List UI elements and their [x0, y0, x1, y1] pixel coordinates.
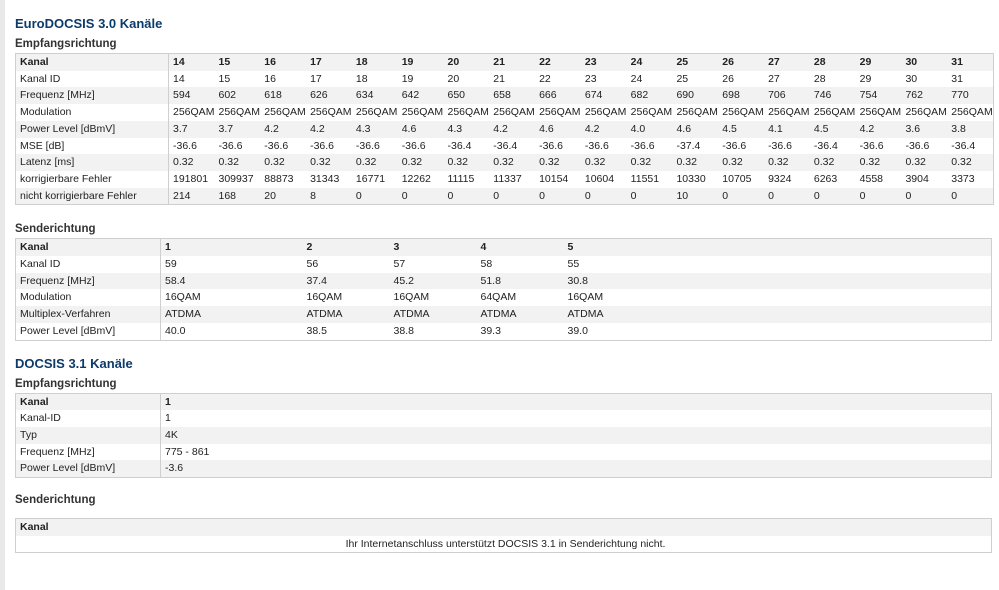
- table-cell: 1: [161, 239, 303, 256]
- table-cell: 0: [535, 188, 581, 205]
- table-cell: 19: [398, 54, 444, 71]
- table-cell: 168: [215, 188, 261, 205]
- table-cell: 3904: [901, 171, 947, 188]
- docsis31-upstream-table: [15, 518, 992, 553]
- table-cell: -3.6: [161, 460, 303, 477]
- table-cell: 19: [398, 71, 444, 88]
- table-cell: 4.6: [398, 121, 444, 138]
- table-cell: 4.1: [764, 121, 810, 138]
- eurodocsis30-upstream-table: [15, 238, 992, 340]
- table-cell: 256QAM: [810, 104, 856, 121]
- table-cell: 0: [947, 188, 993, 205]
- table-row: [16, 138, 994, 155]
- table-cell: 28: [810, 71, 856, 88]
- table-cell: -36.4: [443, 138, 489, 155]
- table-cell: 0: [489, 188, 535, 205]
- table-cell: 256QAM: [443, 104, 489, 121]
- table-cell: 30: [901, 71, 947, 88]
- table-cell: 618: [260, 87, 306, 104]
- table-cell-empty: [651, 256, 992, 273]
- table-cell-empty: [651, 306, 992, 323]
- table-cell: 0: [627, 188, 673, 205]
- row-label: Latenz [ms]: [16, 154, 169, 171]
- table-cell: 24: [627, 54, 673, 71]
- table-cell: 626: [306, 87, 352, 104]
- table-cell: 256QAM: [215, 104, 261, 121]
- table-cell: 0.32: [764, 154, 810, 171]
- table-cell: 23: [581, 54, 627, 71]
- table-cell: 59: [161, 256, 303, 273]
- table-row: [16, 104, 994, 121]
- table-cell: -36.6: [581, 138, 627, 155]
- table-cell: 29: [856, 54, 902, 71]
- table-cell: 0.32: [627, 154, 673, 171]
- table-cell: 16771: [352, 171, 398, 188]
- table-cell: -36.6: [169, 138, 215, 155]
- table-cell: -36.6: [764, 138, 810, 155]
- table-cell: 256QAM: [764, 104, 810, 121]
- table-cell: ATDMA: [303, 306, 390, 323]
- table-cell: 3.7: [169, 121, 215, 138]
- left-scroll-strip: [0, 0, 5, 590]
- table-cell: 26: [718, 71, 764, 88]
- table-cell: 17: [306, 54, 352, 71]
- docsis31-downstream-title: Empfangsrichtung: [15, 377, 117, 390]
- table-cell: 4.3: [443, 121, 489, 138]
- table-cell: 666: [535, 87, 581, 104]
- table-cell: 27: [764, 54, 810, 71]
- table-cell: 309937: [215, 171, 261, 188]
- row-label: Frequenz [MHz]: [16, 87, 169, 104]
- table-cell: 12262: [398, 171, 444, 188]
- table-cell: 256QAM: [489, 104, 535, 121]
- table-cell: 602: [215, 87, 261, 104]
- row-label: Frequenz [MHz]: [16, 444, 161, 461]
- table-cell: -36.6: [627, 138, 673, 155]
- table-cell: 27: [764, 71, 810, 88]
- table-cell: 214: [169, 188, 215, 205]
- table-cell: 4K: [161, 427, 303, 444]
- table-cell: 38.5: [303, 323, 390, 340]
- table-cell: 25: [672, 71, 718, 88]
- table-cell: 14: [169, 54, 215, 71]
- table-row: [16, 121, 994, 138]
- table-row: [16, 154, 994, 171]
- table-cell: -36.6: [306, 138, 352, 155]
- table-cell: 16: [260, 71, 306, 88]
- table-cell: 0.32: [947, 154, 993, 171]
- table-cell: -36.6: [352, 138, 398, 155]
- table-cell: 682: [627, 87, 673, 104]
- table-row: [16, 71, 994, 88]
- table-cell-empty: [651, 323, 992, 340]
- table-cell: 0.32: [260, 154, 306, 171]
- table-cell: 57: [390, 256, 477, 273]
- table-cell: 37.4: [303, 273, 390, 290]
- table-cell: 674: [581, 87, 627, 104]
- table-cell: 0.32: [672, 154, 718, 171]
- table-cell: 23: [581, 71, 627, 88]
- table-cell: 4.0: [627, 121, 673, 138]
- table-cell: 0.32: [535, 154, 581, 171]
- row-label: Typ: [16, 427, 161, 444]
- table-cell: 22: [535, 54, 581, 71]
- table-cell-empty: [651, 273, 992, 290]
- table-cell: -36.6: [901, 138, 947, 155]
- table-cell: 256QAM: [398, 104, 444, 121]
- table-cell: 4.2: [306, 121, 352, 138]
- row-label: Kanal ID: [16, 256, 161, 273]
- table-cell: 256QAM: [672, 104, 718, 121]
- table-row: [16, 171, 994, 188]
- table-cell: 0.32: [810, 154, 856, 171]
- table-cell-empty: [303, 460, 992, 477]
- table-row: [16, 239, 992, 256]
- table-cell: 4.2: [260, 121, 306, 138]
- table-cell: 256QAM: [169, 104, 215, 121]
- table-cell: 746: [810, 87, 856, 104]
- table-row: [16, 444, 992, 461]
- table-row: [16, 256, 992, 273]
- row-label: Modulation: [16, 289, 161, 306]
- table-cell: ATDMA: [477, 306, 564, 323]
- table-row: [16, 87, 994, 104]
- table-cell: 0.32: [215, 154, 261, 171]
- table-cell: 10154: [535, 171, 581, 188]
- table-cell: 0.32: [398, 154, 444, 171]
- table-cell: 20: [260, 188, 306, 205]
- table-cell: ATDMA: [390, 306, 477, 323]
- row-label: Power Level [dBmV]: [16, 323, 161, 340]
- table-cell: 256QAM: [352, 104, 398, 121]
- row-label: Multiplex-Verfahren: [16, 306, 161, 323]
- table-cell: 698: [718, 87, 764, 104]
- table-cell: 15: [215, 54, 261, 71]
- table-cell: 58: [477, 256, 564, 273]
- table-row: [16, 306, 992, 323]
- row-label: Modulation: [16, 104, 169, 121]
- table-cell: -36.6: [856, 138, 902, 155]
- table-cell: 31: [947, 71, 993, 88]
- table-cell: 256QAM: [535, 104, 581, 121]
- table-cell: 0: [856, 188, 902, 205]
- table-cell: 0.32: [443, 154, 489, 171]
- table-cell: 256QAM: [947, 104, 993, 121]
- table-cell: -36.6: [718, 138, 764, 155]
- table-cell: 51.8: [477, 273, 564, 290]
- table-cell-empty: [651, 289, 992, 306]
- row-label: korrigierbare Fehler: [16, 171, 169, 188]
- table-cell: 3.7: [215, 121, 261, 138]
- table-row: [16, 427, 992, 444]
- table-cell: 16QAM: [564, 289, 651, 306]
- table-cell-empty: [651, 239, 992, 256]
- table-cell: 11337: [489, 171, 535, 188]
- table-cell: 0: [352, 188, 398, 205]
- table-row: [16, 289, 992, 306]
- table-cell: 256QAM: [260, 104, 306, 121]
- table-cell: 16QAM: [390, 289, 477, 306]
- table-cell: 16QAM: [303, 289, 390, 306]
- table-cell: 4.6: [672, 121, 718, 138]
- table-cell: 256QAM: [856, 104, 902, 121]
- table-cell: 3.6: [901, 121, 947, 138]
- table-cell-empty: [303, 444, 992, 461]
- table-cell: 20: [443, 54, 489, 71]
- table-cell: 594: [169, 87, 215, 104]
- table-cell: 21: [489, 54, 535, 71]
- table-cell: 706: [764, 87, 810, 104]
- table-cell: 9324: [764, 171, 810, 188]
- table-cell: 10705: [718, 171, 764, 188]
- table-cell: 762: [901, 87, 947, 104]
- table-cell: 634: [352, 87, 398, 104]
- table-cell: 4.2: [489, 121, 535, 138]
- table-cell-empty: [303, 393, 992, 410]
- table-cell: 21: [489, 71, 535, 88]
- table-cell: 0: [443, 188, 489, 205]
- table-cell: 8: [306, 188, 352, 205]
- kanal-header: Kanal: [16, 519, 992, 536]
- table-cell: 29: [856, 71, 902, 88]
- table-cell: 4.6: [535, 121, 581, 138]
- table-row: [16, 188, 994, 205]
- table-cell: 88873: [260, 171, 306, 188]
- table-cell: 690: [672, 87, 718, 104]
- table-cell: -37.4: [672, 138, 718, 155]
- table-cell: 56: [303, 256, 390, 273]
- table-cell: -36.4: [947, 138, 993, 155]
- table-cell: -36.4: [489, 138, 535, 155]
- table-cell: 191801: [169, 171, 215, 188]
- table-cell: 0.32: [856, 154, 902, 171]
- table-cell: 256QAM: [627, 104, 673, 121]
- table-row: [16, 323, 992, 340]
- table-cell: 0: [901, 188, 947, 205]
- table-cell: 0: [718, 188, 764, 205]
- table-cell: 0: [398, 188, 444, 205]
- table-cell: 642: [398, 87, 444, 104]
- table-cell: 0: [581, 188, 627, 205]
- row-label: Kanal ID: [16, 71, 169, 88]
- table-cell: 1: [161, 393, 303, 410]
- row-label: Power Level [dBmV]: [16, 460, 161, 477]
- table-cell: ATDMA: [564, 306, 651, 323]
- table-cell: 6263: [810, 171, 856, 188]
- table-cell: -36.6: [215, 138, 261, 155]
- docsis31-downstream-table: [15, 393, 992, 479]
- table-cell: 64QAM: [477, 289, 564, 306]
- table-row: [16, 273, 992, 290]
- eurodocsis30-downstream-title: Empfangsrichtung: [15, 38, 117, 50]
- row-label: Kanal: [16, 393, 161, 410]
- not-supported-message: Ihr Internetanschluss unterstützt DOCSIS 3.1 in Senderichtung nicht.: [16, 536, 992, 553]
- table-cell: 0: [810, 188, 856, 205]
- table-cell: 754: [856, 87, 902, 104]
- table-row: [16, 519, 992, 536]
- table-cell: 40.0: [161, 323, 303, 340]
- row-label: nicht korrigierbare Fehler: [16, 188, 169, 205]
- table-row: [16, 410, 992, 427]
- table-cell: 3.8: [947, 121, 993, 138]
- table-cell: 4.2: [581, 121, 627, 138]
- table-row: [16, 393, 992, 410]
- table-cell: 0.32: [581, 154, 627, 171]
- table-cell: 4.2: [856, 121, 902, 138]
- table-cell: 3373: [947, 171, 993, 188]
- table-row: [16, 460, 992, 477]
- table-cell: 770: [947, 87, 993, 104]
- table-cell: 256QAM: [581, 104, 627, 121]
- table-cell: 15: [215, 71, 261, 88]
- table-cell: 4: [477, 239, 564, 256]
- table-cell: 39.3: [477, 323, 564, 340]
- table-cell: 30: [901, 54, 947, 71]
- table-cell-empty: [303, 427, 992, 444]
- eurodocsis30-downstream-table: [15, 53, 994, 205]
- table-cell: 16QAM: [161, 289, 303, 306]
- docsis31-upstream-title: Senderichtung: [15, 494, 96, 507]
- table-cell: 28: [810, 54, 856, 71]
- table-cell: 3: [390, 239, 477, 256]
- table-cell: 30.8: [564, 273, 651, 290]
- table-cell: 45.2: [390, 273, 477, 290]
- table-cell: -36.6: [260, 138, 306, 155]
- table-cell: 17: [306, 71, 352, 88]
- table-cell: 55: [564, 256, 651, 273]
- table-row: [16, 54, 994, 71]
- table-cell: 58.4: [161, 273, 303, 290]
- table-cell-empty: [303, 410, 992, 427]
- row-label: Frequenz [MHz]: [16, 273, 161, 290]
- table-cell: 256QAM: [306, 104, 352, 121]
- table-cell: 18: [352, 54, 398, 71]
- table-cell: 18: [352, 71, 398, 88]
- row-label: Power Level [dBmV]: [16, 121, 169, 138]
- table-cell: 24: [627, 71, 673, 88]
- table-cell: 11115: [443, 171, 489, 188]
- table-cell: ATDMA: [161, 306, 303, 323]
- eurodocsis30-upstream-title: Senderichtung: [15, 223, 96, 236]
- table-cell: 16: [260, 54, 306, 71]
- table-cell: 0: [764, 188, 810, 205]
- table-cell: 20: [443, 71, 489, 88]
- table-cell: -36.6: [398, 138, 444, 155]
- table-row: [16, 536, 992, 553]
- table-cell: 658: [489, 87, 535, 104]
- table-cell: 4.3: [352, 121, 398, 138]
- table-cell: 38.8: [390, 323, 477, 340]
- table-cell: 5: [564, 239, 651, 256]
- table-cell: 775 - 861: [161, 444, 303, 461]
- table-cell: 0.32: [169, 154, 215, 171]
- table-cell: 4558: [856, 171, 902, 188]
- table-cell: -36.4: [810, 138, 856, 155]
- table-cell: 26: [718, 54, 764, 71]
- docsis31-title: DOCSIS 3.1 Kanäle: [15, 355, 133, 371]
- table-cell: 0.32: [489, 154, 535, 171]
- table-cell: 10604: [581, 171, 627, 188]
- table-cell: 0.32: [901, 154, 947, 171]
- table-cell: 0.32: [718, 154, 764, 171]
- eurodocsis30-title: EuroDOCSIS 3.0 Kanäle: [15, 16, 163, 31]
- table-cell: 31: [947, 54, 993, 71]
- table-cell: 22: [535, 71, 581, 88]
- table-cell: 39.0: [564, 323, 651, 340]
- table-cell: 14: [169, 71, 215, 88]
- table-cell: 0.32: [352, 154, 398, 171]
- table-cell: 1: [161, 410, 303, 427]
- cable-channel-overview: [15, 0, 992, 553]
- table-cell: 10: [672, 188, 718, 205]
- table-cell: 11551: [627, 171, 673, 188]
- row-label: MSE [dB]: [16, 138, 169, 155]
- table-cell: 256QAM: [901, 104, 947, 121]
- table-cell: -36.6: [535, 138, 581, 155]
- table-cell: 650: [443, 87, 489, 104]
- row-label: Kanal: [16, 54, 169, 71]
- row-label: Kanal-ID: [16, 410, 161, 427]
- table-cell: 10330: [672, 171, 718, 188]
- row-label: Kanal: [16, 239, 161, 256]
- table-cell: 0.32: [306, 154, 352, 171]
- table-cell: 25: [672, 54, 718, 71]
- table-cell: 31343: [306, 171, 352, 188]
- table-cell: 4.5: [718, 121, 764, 138]
- table-cell: 2: [303, 239, 390, 256]
- table-cell: 256QAM: [718, 104, 764, 121]
- table-cell: 4.5: [810, 121, 856, 138]
